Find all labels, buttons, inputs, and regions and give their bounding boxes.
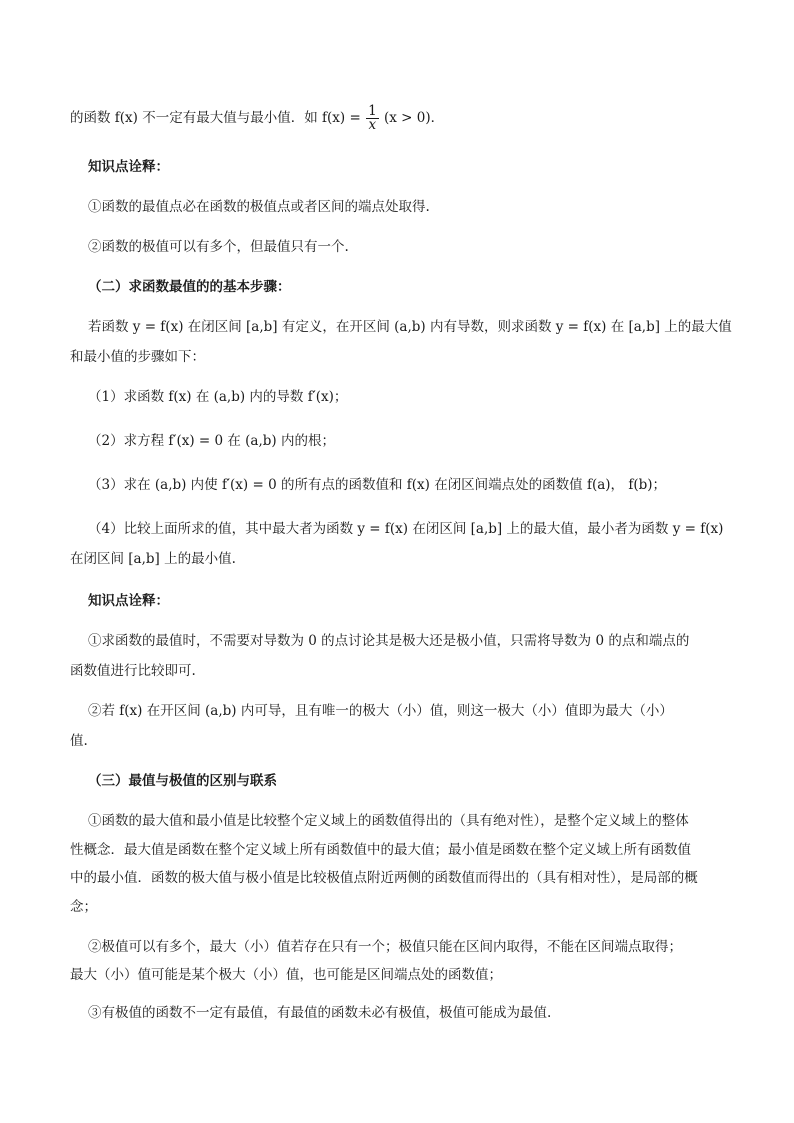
section-heading-3: （三）最值与极值的区别与联系	[88, 773, 277, 789]
step-4-line-2: 在闭区间 [a,b] 上的最小值.	[70, 551, 236, 567]
paragraph-6-line-2: 性概念．最大值是函数在整个定义域上所有函数值中的最大值；最小值是函数在整个定义域上所有函数值	[70, 842, 691, 858]
fraction-denominator: x	[368, 117, 377, 133]
paragraph-4-line-1: ①求函数的最值时，不需要对导数为 0 的点讨论其是极大还是极小值，只需将导数为 0 的点和端点的	[88, 633, 690, 649]
step-3: （3）求在 (a,b) 内使 f′(x) = 0 的所有点的函数值和 f(x) 在闭区间端点处的函数值 f(a)， f(b)；	[88, 477, 667, 493]
intro-text: 的函数 f(x) 不一定有最大值与最小值．如 f(x) =	[70, 110, 361, 126]
paragraph-1: ①函数的最值点必在函数的极值点或者区间的端点处取得.	[88, 199, 430, 215]
paragraph-4-line-2: 函数值进行比较即可.	[70, 663, 196, 679]
step-1: （1）求函数 f(x) 在 (a,b) 内的导数 f′(x)；	[88, 389, 348, 405]
paragraph-6-line-1: ①函数的最大值和最小值是比较整个定义域上的函数值得出的（具有绝对性），是整个定义域上的整体	[88, 813, 689, 829]
heading-note-1: 知识点诠释：	[88, 159, 169, 175]
paragraph-5-line-1: ②若 f(x) 在开区间 (a,b) 内可导，且有唯一的极大（小）值，则这一极大（小）值即为最大（小）	[88, 703, 673, 719]
heading-note-2: 知识点诠释：	[88, 593, 169, 609]
fraction-one-over-x	[366, 105, 379, 132]
paragraph-3-line-2: 和最小值的步骤如下：	[70, 349, 205, 365]
paragraph-5-line-2: 值.	[70, 733, 88, 749]
paragraph-7-line-1: ②极值可以有多个，最大（小）值若存在只有一个；极值只能在区间内取得，不能在区间端点取得；	[88, 939, 682, 955]
section-heading-2: （二）求函数最值的的基本步骤：	[88, 279, 291, 295]
paragraph-7-line-2: 最大（小）值可能是某个极大（小）值，也可能是区间端点处的函数值；	[70, 967, 502, 983]
paragraph-6-line-3: 中的最小值．函数的极大值与极小值是比较极值点附近两侧的函数值而得出的（具有相对性），是局部的概	[70, 870, 698, 886]
paragraph-2: ②函数的极值可以有多个，但最值只有一个.	[88, 239, 349, 255]
intro-condition: (x > 0)．	[383, 110, 445, 126]
paragraph-8: ③有极值的函数不一定有最值，有最值的函数未必有极值，极值可能成为最值.	[88, 1005, 552, 1021]
step-4-line-1: （4）比较上面所求的值，其中最大者为函数 y = f(x) 在闭区间 [a,b] 上的最大值，最小者为函数 y = f(x)	[88, 521, 724, 537]
paragraph-3-line-1: 若函数 y = f(x) 在闭区间 [a,b] 有定义，在开区间 (a,b) 内有导数，则求函数 y = f(x) 在 [a,b] 上的最大值	[88, 319, 732, 335]
fraction-numerator: 1	[368, 103, 377, 119]
paragraph-6-line-4: 念；	[70, 899, 97, 915]
step-2: （2）求方程 f′(x) = 0 在 (a,b) 内的根；	[88, 433, 335, 449]
intro-line	[70, 105, 444, 132]
